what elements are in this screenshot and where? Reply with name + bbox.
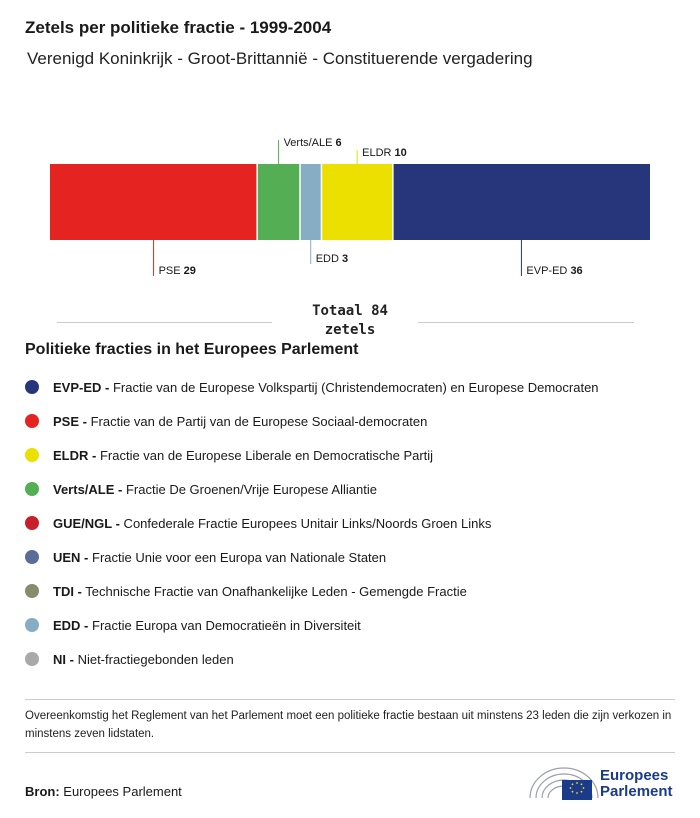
legend-text xyxy=(53,516,491,531)
logo-text-line1: Europees xyxy=(600,767,669,784)
legend-text xyxy=(53,550,386,565)
legend-abbr: GUE/NGL - xyxy=(53,515,120,531)
legend-dot-icon xyxy=(25,584,39,598)
bar-segment-edd xyxy=(300,164,321,240)
legend-item xyxy=(25,574,599,608)
total-seats-line2: zetels xyxy=(324,322,376,338)
total-seats-line1: Totaal 84 xyxy=(312,303,388,319)
legend-abbr: TDI - xyxy=(53,583,82,599)
legend-desc: Fractie van de Europese Volkspartij (Christendemocraten) en Europese Democraten xyxy=(109,379,599,395)
legend-text xyxy=(53,652,234,667)
legend-abbr: Verts/ALE - xyxy=(53,481,123,497)
data-label-eldr: ELDR 10 xyxy=(362,147,407,159)
footer-divider-bottom xyxy=(25,752,675,753)
legend-desc: Fractie De Groenen/Vrije Europese Alliantie xyxy=(122,481,377,497)
logo-text xyxy=(600,768,673,800)
legend-dot-icon xyxy=(25,652,39,666)
source-line xyxy=(25,784,182,799)
legend-item xyxy=(25,404,599,438)
legend xyxy=(25,370,599,676)
legend-text xyxy=(53,584,467,599)
legend-item xyxy=(25,472,599,506)
legend-abbr: NI - xyxy=(53,651,74,667)
legend-text xyxy=(53,618,361,633)
legend-desc: Technische Fractie van Onafhankelijke Leden - Gemengde Fractie xyxy=(81,583,467,599)
legend-dot-icon xyxy=(25,618,39,632)
legend-dot-icon xyxy=(25,414,39,428)
footer-divider-top xyxy=(25,699,675,700)
total-seats xyxy=(290,302,410,340)
data-label-edd: EDD 3 xyxy=(315,253,349,265)
legend-text xyxy=(53,414,427,429)
source-label: Bron: xyxy=(25,784,60,799)
legend-item xyxy=(25,370,599,404)
legend-desc: Niet-fractiegebonden leden xyxy=(73,651,234,667)
data-label-verts-ale: Verts/ALE 6 xyxy=(283,137,342,149)
legend-item xyxy=(25,642,599,676)
legend-abbr: EDD - xyxy=(53,617,89,633)
legend-dot-icon xyxy=(25,516,39,530)
legend-desc: Confederale Fractie Europees Unitair Links/Noords Groen Links xyxy=(119,515,492,531)
legend-item xyxy=(25,438,599,472)
data-label-evp-ed: EVP-ED 36 xyxy=(526,265,583,277)
legend-desc: Fractie van de Partij van de Europese Sociaal-democraten xyxy=(86,413,428,429)
legend-abbr: EVP-ED - xyxy=(53,379,110,395)
legend-dot-icon xyxy=(25,380,39,394)
chart-title: Zetels per politieke fractie - 1999-2004 xyxy=(25,18,332,37)
data-label-pse: PSE 29 xyxy=(158,265,196,277)
stacked-bar-chart xyxy=(0,130,700,290)
legend-text xyxy=(53,380,599,395)
bar-segment-evp-ed xyxy=(393,164,650,240)
legend-title: Politieke fracties in het Europees Parlement xyxy=(25,341,359,358)
legend-item xyxy=(25,540,599,574)
chart-subtitle: Verenigd Koninkrijk - Groot-Brittannië - Constituerende vergadering xyxy=(27,49,533,68)
legend-dot-icon xyxy=(25,482,39,496)
legend-text xyxy=(53,482,377,497)
legend-dot-icon xyxy=(25,448,39,462)
total-divider-right xyxy=(418,322,634,323)
logo-text-line2: Parlement xyxy=(600,783,673,800)
legend-item xyxy=(25,506,599,540)
source-value: Europees Parlement xyxy=(59,784,182,799)
bar-segment-eldr xyxy=(321,164,392,240)
legend-dot-icon xyxy=(25,550,39,564)
total-divider-left xyxy=(57,322,272,323)
legend-abbr: UEN - xyxy=(53,549,89,565)
legend-desc: Fractie Unie voor een Europa van Nationale Staten xyxy=(88,549,387,565)
footer-note: Overeenkomstig het Reglement van het Parlement moet een politieke fractie bestaan uit minstens 23 leden die zijn verkozen in minstens zeven lidstaten. xyxy=(25,710,672,740)
legend-abbr: PSE - xyxy=(53,413,87,429)
legend-desc: Fractie van de Europese Liberale en Democratische Partij xyxy=(96,447,434,463)
legend-text xyxy=(53,448,433,463)
legend-desc: Fractie Europa van Democratieën in Diversiteit xyxy=(88,617,361,633)
legend-abbr: ELDR - xyxy=(53,447,97,463)
legend-item xyxy=(25,608,599,642)
bar-segment-verts-ale xyxy=(257,164,300,240)
bar-segment-pse xyxy=(50,164,257,240)
